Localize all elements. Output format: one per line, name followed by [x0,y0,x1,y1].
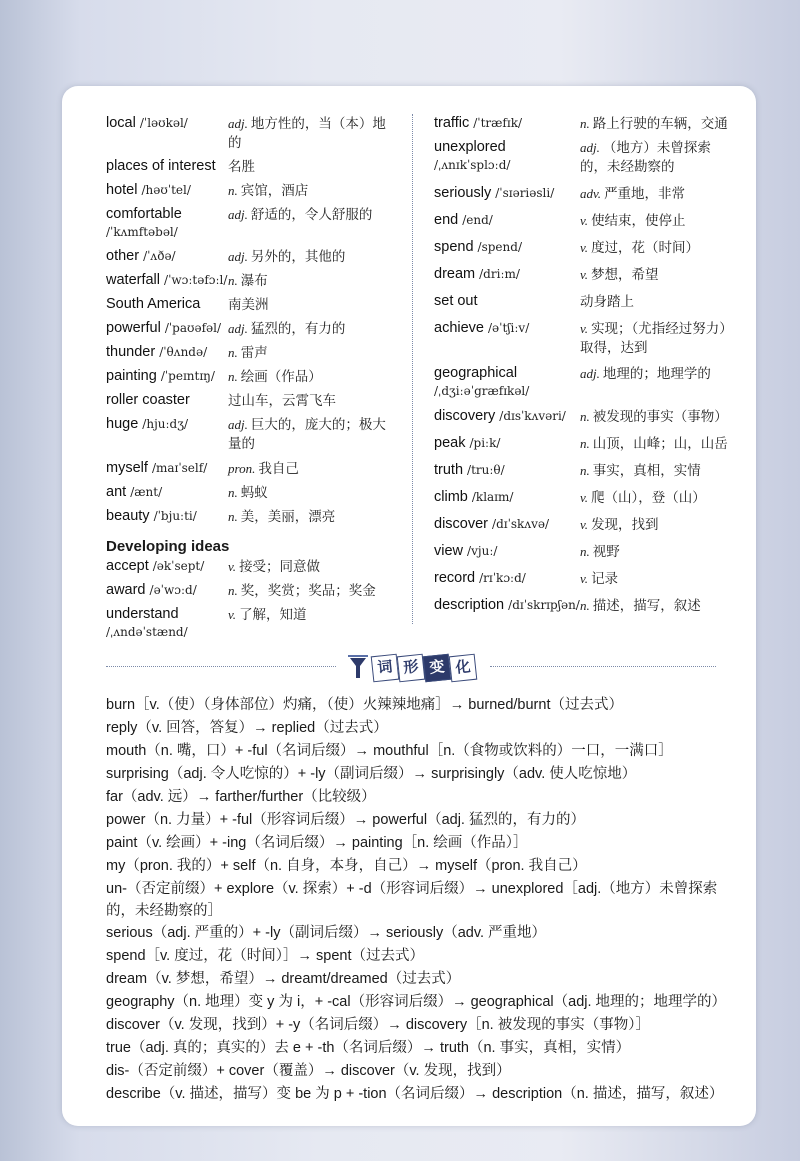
vocab-phonetic: /dɪˈskrɪpʃən/ [508,598,580,612]
vocab-pos: v. [580,571,589,586]
vocab-entry [434,114,734,133]
vocab-word: dream [434,266,476,282]
vocab-pos: n. [228,273,238,288]
vocab-word: accept [106,558,149,574]
vocab-meaning: 地理的；地理学的 [602,366,711,381]
vocab-meaning: 视野 [592,544,620,559]
vocab-meaning: 奖，奖赏；奖品；奖金 [240,583,376,598]
vocab-entry [106,295,396,314]
vocab-pos: n. [580,544,590,559]
vocab-pos: adj. [228,321,248,336]
vocab-pos: v. [580,517,589,532]
word-form-line: surprising（adj. 令人吃惊的）+ -ly（副词后缀）→ surprisingly（adv. 使人吃惊地） [106,766,637,782]
vocab-meaning: 事实，真相，实情 [592,463,701,478]
vocab-meaning: 被发现的事实（事物） [592,409,728,424]
badge-char: 形 [397,654,426,683]
vocab-phonetic: /ˌʌndəˈstænd/ [106,625,188,639]
word-form-line: my（pron. 我的）+ self（n. 自身，本身，自己）→ myself（pron. 我自己） [106,858,587,874]
vocab-entry [106,181,396,200]
vocab-meaning: 南美洲 [228,297,269,312]
vocab-phonetic: /dɪˈskʌvə/ [492,517,550,531]
vocab-entry [106,391,396,410]
vocab-meaning: 动身踏上 [580,294,634,309]
vocab-entry [106,483,396,502]
vocab-entry [106,205,396,241]
vocab-pos: n. [228,345,238,360]
section-divider [106,666,336,667]
vocab-word: waterfall [106,272,160,288]
word-form-line: dream（v. 梦想，希望）→ dreamt/dreamed（过去式） [106,971,461,987]
vocab-entry [106,557,396,576]
vocab-meaning: 雷声 [240,345,268,360]
vocab-meaning: 巨大的，庞大的；极大量的 [228,417,386,451]
vocab-word: South America [106,296,201,312]
vocab-entry [434,211,734,230]
vocab-word: discovery [434,408,496,424]
vocab-meaning: 宾馆，酒店 [240,183,309,198]
vocab-meaning: 描述，描写，叙述 [592,598,701,613]
vocab-word: comfortable [106,206,182,222]
vocab-entry [434,364,734,400]
vocab-entry [434,515,734,534]
vocab-word: traffic [434,115,470,131]
badge-char: 化 [449,654,478,683]
vocab-word: award [106,582,146,598]
word-form-line: dis-（否定前缀）+ cover（覆盖）→ discover（v. 发现，找到） [106,1063,511,1079]
vocab-phonetic: /ˈtræfɪk/ [473,116,523,130]
vocab-entry [434,596,734,615]
vocab-word: huge [106,416,139,432]
vocab-entry [434,461,734,480]
word-form-line: reply（v. 回答，答复）→ replied（过去式） [106,720,388,736]
vocab-pos: adj. [228,417,248,432]
vocab-phonetic: /ˌʌnɪkˈsplɔːd/ [434,158,511,172]
vocab-word: hotel [106,182,138,198]
vocab-pos: v. [580,321,589,336]
word-form-line: discover（v. 发现，找到）+ -y（名词后缀）→ discovery［n. 被发现的事实（事物）］ [106,1017,650,1033]
vocab-phonetic: /ˈkʌmftəbəl/ [106,225,178,239]
vocab-meaning: 使结束，使停止 [591,213,686,228]
vocab-pos: n. [580,436,590,451]
vocab-pos: v. [228,559,237,574]
vocab-word: local [106,115,136,131]
vocab-pos: n. [228,183,238,198]
vocab-phonetic: /ˈθʌndə/ [159,345,208,359]
vocab-entry [434,138,734,176]
vocab-entry [106,507,396,526]
vocab-column-left [106,114,396,641]
word-forms-list [106,694,726,1106]
vocab-column-right [434,114,734,615]
vocab-meaning: 爬（山），登（山） [591,490,706,505]
developing-ideas-heading: Developing ideas [106,538,230,555]
word-form-line: mouth（n. 嘴，口）+ -ful（名词后缀）→ mouthful［n.（食物或饮料的）一口，一满口］ [106,743,673,759]
vocab-meaning: 了解，知道 [239,607,307,622]
vocab-word: truth [434,462,464,478]
vocab-word: places of interest [106,158,216,174]
vocab-pos: v. [228,607,237,622]
vocab-pos: n. [228,369,238,384]
vocab-meaning: 严重地，非常 [604,186,686,201]
vocab-phonetic: /dɪsˈkʌvəri/ [499,409,566,423]
vocab-pos: pron. [228,461,256,476]
vocab-word: geographical [434,365,518,381]
vocab-phonetic: /maɪˈself/ [151,461,208,475]
vocab-pos: v. [580,267,589,282]
vocab-entry [434,542,734,561]
vocab-phonetic: /əˈtʃiːv/ [488,321,530,335]
vocabulary-card [62,86,756,1126]
word-form-line: un-（否定前缀）+ explore（v. 探索）+ -d（形容词后缀）→ unexplored［adj.（地方）未曾探索的，未经勘察的］ [106,881,718,919]
vocab-meaning: 度过，花（时间） [591,240,700,255]
word-form-line: power（n. 力量）+ -ful（形容词后缀）→ powerful（adj. 猛烈的，有力的） [106,812,585,828]
vocab-pos: v. [580,490,589,505]
vocab-entry [434,569,734,588]
vocab-entry [434,292,734,311]
vocab-word: view [434,543,464,559]
vocab-entry [434,488,734,507]
vocab-entry [434,238,734,257]
vocab-entry [106,367,396,386]
vocab-meaning: 地方性的，当（本）地的 [228,116,386,150]
column-divider [412,114,413,624]
vocab-entry [434,265,734,284]
vocab-meaning: 记录 [591,571,619,586]
vocab-pos: adj. [580,140,600,155]
vocab-pos: n. [580,116,590,131]
vocab-entry [434,407,734,426]
vocab-meaning: 名胜 [228,159,255,174]
vocab-pos: n. [228,485,238,500]
badge-char: 词 [371,654,400,683]
vocab-word: powerful [106,320,161,336]
vocab-pos: n. [228,583,238,598]
section-divider [490,666,716,667]
vocab-phonetic: /ˈwɔːtəfɔːl/ [164,273,228,287]
vocab-pos: adj. [228,249,248,264]
vocab-word: description [434,597,505,613]
vocab-phonetic: /ˈpaʊəfəl/ [164,321,221,335]
vocab-meaning: 瀑布 [240,273,268,288]
word-form-line: true（adj. 真的；真实的）去 e + -th（名词后缀）→ truth（n. 事实，真相，实情） [106,1040,631,1056]
vocab-entry [106,459,396,478]
vocab-word: thunder [106,344,156,360]
vocab-entry [106,319,396,338]
word-form-line: spend［v. 度过，花（时间）］→ spent（过去式） [106,948,424,964]
vocab-meaning: 接受；同意做 [239,559,321,574]
vocab-word: end [434,212,459,228]
vocab-word: spend [434,239,474,255]
vocab-word: set out [434,293,478,309]
vocab-word: seriously [434,185,492,201]
vocab-pos: adv. [580,186,602,201]
word-form-line: far（adv. 远）→ farther/further（比较级） [106,789,376,805]
vocab-meaning: 我自己 [258,461,299,476]
vocab-phonetic: /driːm/ [479,267,520,281]
badge-char: 变 [423,654,452,683]
vocab-phonetic: /ˈləʊkəl/ [139,116,188,130]
word-form-line: geography（n. 地理）变 y 为 i，+ -cal（形容词后缀）→ geographical（adj. 地理的；地理学的） [106,994,727,1010]
vocab-entry [106,605,396,641]
vocab-word: discover [434,516,488,532]
vocab-phonetic: /ænt/ [130,485,163,499]
vocab-word: record [434,570,476,586]
vocab-pos: n. [580,409,590,424]
vocab-pos: n. [580,598,590,613]
vocab-word: understand [106,606,179,622]
pen-nib-icon [346,654,370,682]
vocab-word: beauty [106,508,150,524]
vocab-meaning: 舒适的，令人舒服的 [250,207,373,222]
word-form-line: serious（adj. 严重的）+ -ly（副词后缀）→ seriously（adv. 严重地） [106,925,547,941]
vocab-pos: n. [580,463,590,478]
vocab-pos: adj. [228,116,248,131]
vocabulary-list [106,114,733,654]
vocab-entry [106,415,396,453]
vocab-phonetic: /ˌdʒiːəˈgræfɪkəl/ [434,384,530,398]
word-forms-section-header [106,652,716,684]
vocab-entry [106,157,396,176]
vocab-phonetic: /ˈsɪəriəsli/ [495,186,555,200]
vocab-word: achieve [434,320,484,336]
vocab-word: climb [434,489,468,505]
vocab-entry [434,319,734,357]
vocab-word: painting [106,368,157,384]
vocab-entry [434,434,734,453]
word-form-line: paint（v. 绘画）+ -ing（名词后缀）→ painting［n. 绘画（作品）］ [106,835,528,851]
vocab-phonetic: /ˈpeɪntɪŋ/ [160,369,215,383]
vocab-phonetic: /hjuːdʒ/ [142,417,189,431]
word-form-line: burn［v.（使）（身体部位）灼痛，（使）火辣辣地痛］→ burned/burnt（过去式） [106,697,623,713]
vocab-entry [106,581,396,600]
vocab-meaning: 猛烈的，有力的 [250,321,346,336]
vocab-meaning: （地方）未曾探索的，未经勘察的 [580,140,711,174]
vocab-word: roller coaster [106,392,190,408]
vocab-entry [106,343,396,362]
vocab-entry [434,184,734,203]
vocab-meaning: 梦想，希望 [591,267,659,282]
vocab-phonetic: /ˈʌðə/ [143,249,176,263]
vocab-phonetic: /əˈwɔːd/ [149,583,197,597]
vocab-phonetic: /ˈbjuːti/ [153,509,197,523]
vocab-meaning: 实现；（尤指经过努力）取得，达到 [580,321,733,355]
vocab-phonetic: /rɪˈkɔːd/ [479,571,526,585]
vocab-pos: adj. [580,366,600,381]
vocab-pos: adj. [228,207,248,222]
vocab-phonetic: /klaɪm/ [471,490,514,504]
vocab-pos: v. [580,240,589,255]
vocab-entry [106,114,396,152]
vocab-entry [106,247,396,266]
vocab-meaning: 蚂蚁 [240,485,268,500]
vocab-pos: n. [228,509,238,524]
vocab-word: peak [434,435,466,451]
section-badge [346,652,482,682]
vocab-meaning: 发现，找到 [591,517,659,532]
vocab-meaning: 绘画（作品） [240,369,322,384]
vocab-meaning: 美，美丽，漂亮 [240,509,336,524]
vocab-phonetic: /spend/ [477,240,522,254]
vocab-entry [106,271,396,290]
word-form-line: describe（v. 描述，描写）变 be 为 p + -tion（名词后缀）→ description（n. 描述，描写，叙述） [106,1086,724,1102]
vocab-phonetic: /end/ [462,213,493,227]
vocab-phonetic: /truːθ/ [467,463,505,477]
vocab-meaning: 山顶，山峰；山，山岳 [592,436,728,451]
vocab-meaning: 路上行驶的车辆，交通 [592,116,728,131]
vocab-word: ant [106,484,127,500]
vocab-phonetic: /piːk/ [469,436,501,450]
vocab-word: other [106,248,140,264]
vocab-phonetic: /əkˈsept/ [152,559,205,573]
vocab-pos: v. [580,213,589,228]
vocab-word: unexplored [434,139,506,155]
vocab-meaning: 另外的，其他的 [250,249,346,264]
vocab-word: myself [106,460,148,476]
vocab-phonetic: /həʊˈtel/ [141,183,191,197]
vocab-phonetic: /vjuː/ [467,544,498,558]
vocab-meaning: 过山车，云霄飞车 [228,393,336,408]
